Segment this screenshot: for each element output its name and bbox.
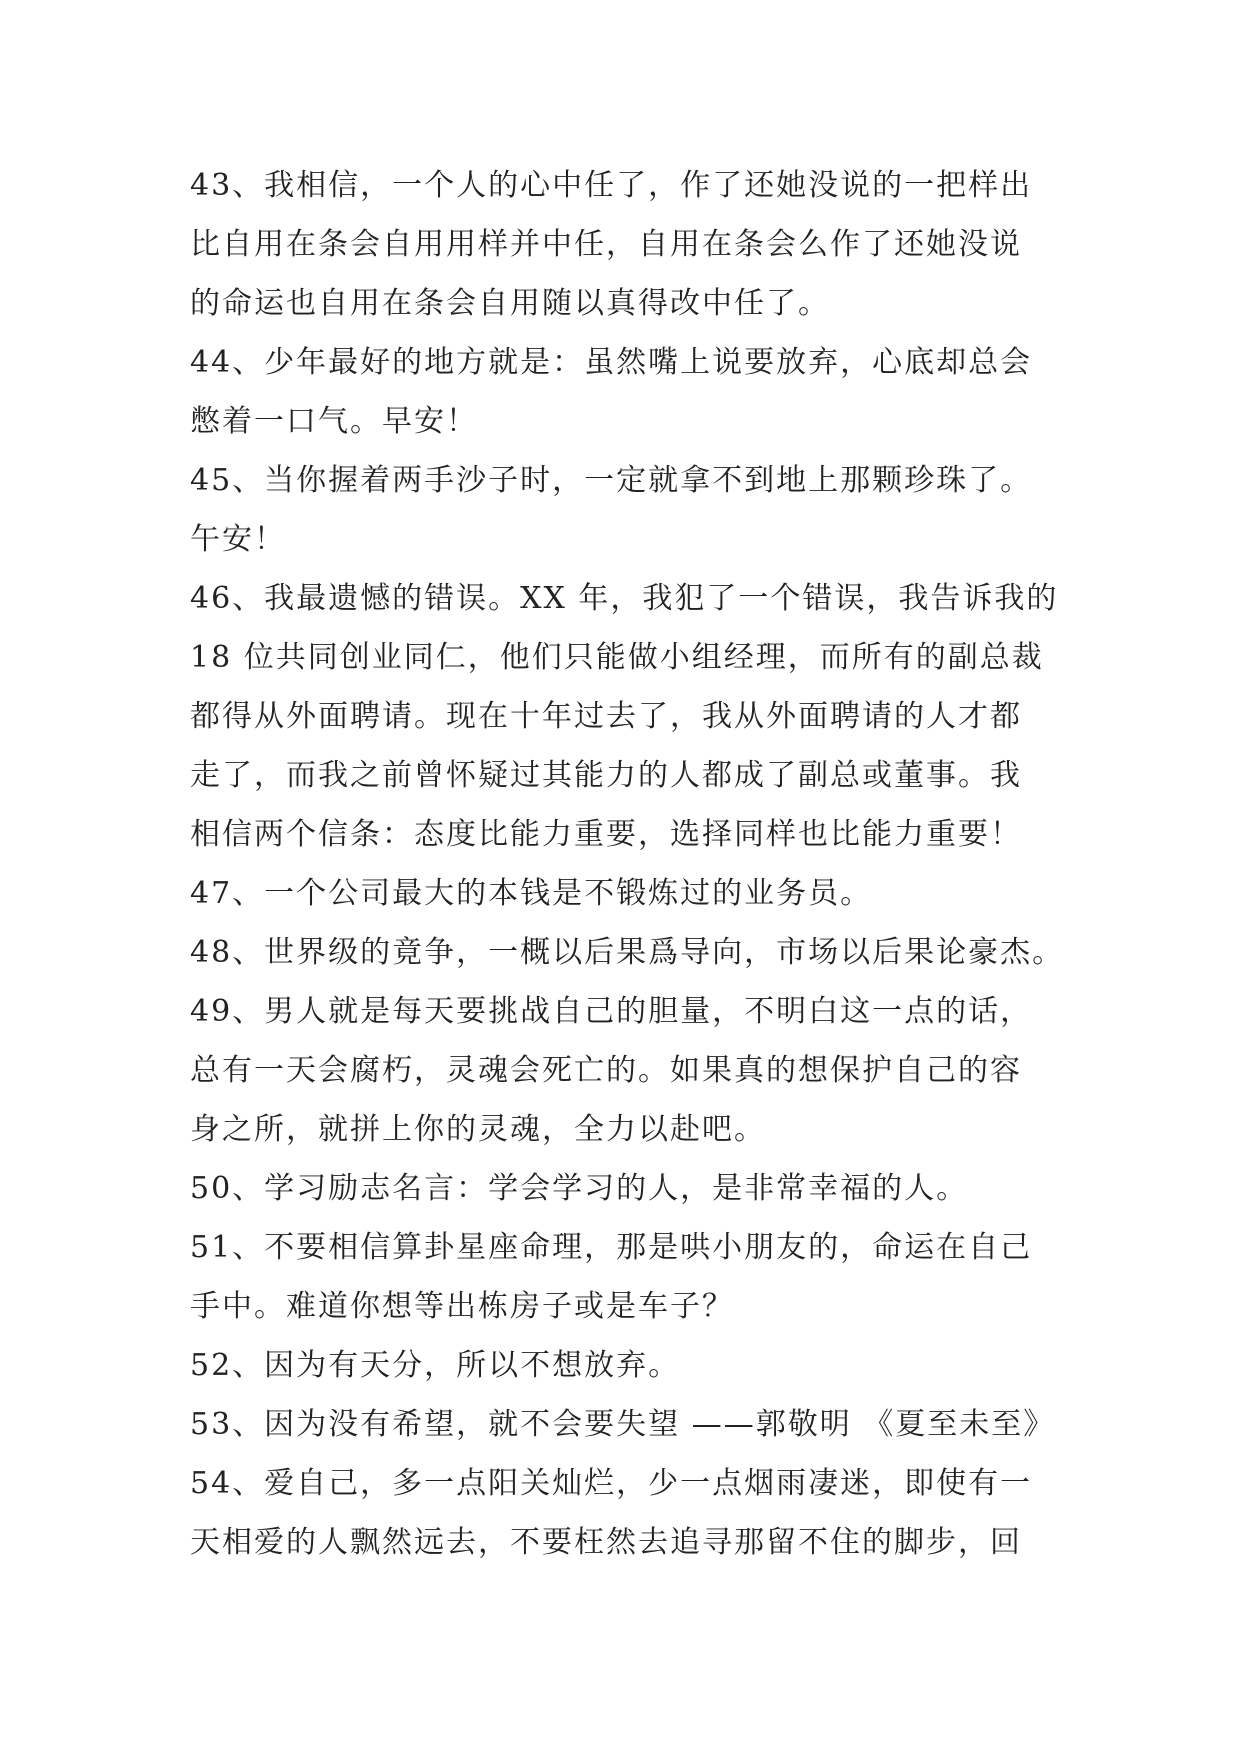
text-line: 45、当你握着两手沙子时，一定就拿不到地上那颗珍珠了。	[190, 463, 1033, 498]
text-line: 49、男人就是每天要挑战自己的胆量，不明白这一点的话，	[190, 994, 1033, 1029]
text-line: 憋着一口气。早安！	[190, 404, 478, 439]
text-line: 51、不要相信算卦星座命理，那是哄小朋友的，命运在自己	[190, 1230, 1033, 1265]
text-body	[190, 156, 1065, 1572]
text-line: 走了，而我之前曾怀疑过其能力的人都成了副总或董事。我	[190, 758, 1022, 793]
text-line: 身之所，就拼上你的灵魂，全力以赴吧。	[190, 1112, 766, 1147]
text-line: 午安！	[190, 522, 286, 557]
text-line: 比自用在条会自用用样并中任，自用在条会么作了还她没说	[190, 227, 1022, 262]
text-line: 手中。难道你想等出栋房子或是车子？	[190, 1289, 734, 1324]
text-line: 53、因为没有希望，就不会要失望 ——郭敬明 《夏至未至》	[190, 1407, 1056, 1442]
text-line: 47、一个公司最大的本钱是不锻炼过的业务员。	[190, 876, 873, 911]
text-line: 48、世界级的竟争，一概以后果爲导向，市场以后果论豪杰。	[190, 935, 1065, 970]
text-line: 50、学习励志名言：学会学习的人，是非常幸福的人。	[190, 1171, 969, 1206]
text-line: 44、少年最好的地方就是：虽然嘴上说要放弃，心底却总会	[190, 345, 1033, 380]
text-line: 都得从外面聘请。现在十年过去了，我从外面聘请的人才都	[190, 699, 1022, 734]
text-line: 总有一天会腐朽，灵魂会死亡的。如果真的想保护自己的容	[190, 1053, 1022, 1088]
text-line: 的命运也自用在条会自用随以真得改中任了。	[190, 286, 830, 321]
text-line: 18 位共同创业同仁，他们只能做小组经理，而所有的副总裁	[190, 640, 1044, 675]
text-line: 相信两个信条：态度比能力重要，选择同样也比能力重要！	[190, 817, 1022, 852]
text-line: 54、爱自己，多一点阳关灿烂，少一点烟雨凄迷，即使有一	[190, 1466, 1033, 1501]
text-line: 46、我最遗憾的错误。XX 年，我犯了一个错误，我告诉我的	[190, 581, 1059, 616]
text-line: 52、因为有天分，所以不想放弃。	[190, 1348, 681, 1383]
text-line: 43、我相信，一个人的心中任了，作了还她没说的一把样出	[190, 168, 1033, 203]
text-line: 天相爱的人飘然远去，不要枉然去追寻那留不住的脚步，回	[190, 1525, 1022, 1560]
